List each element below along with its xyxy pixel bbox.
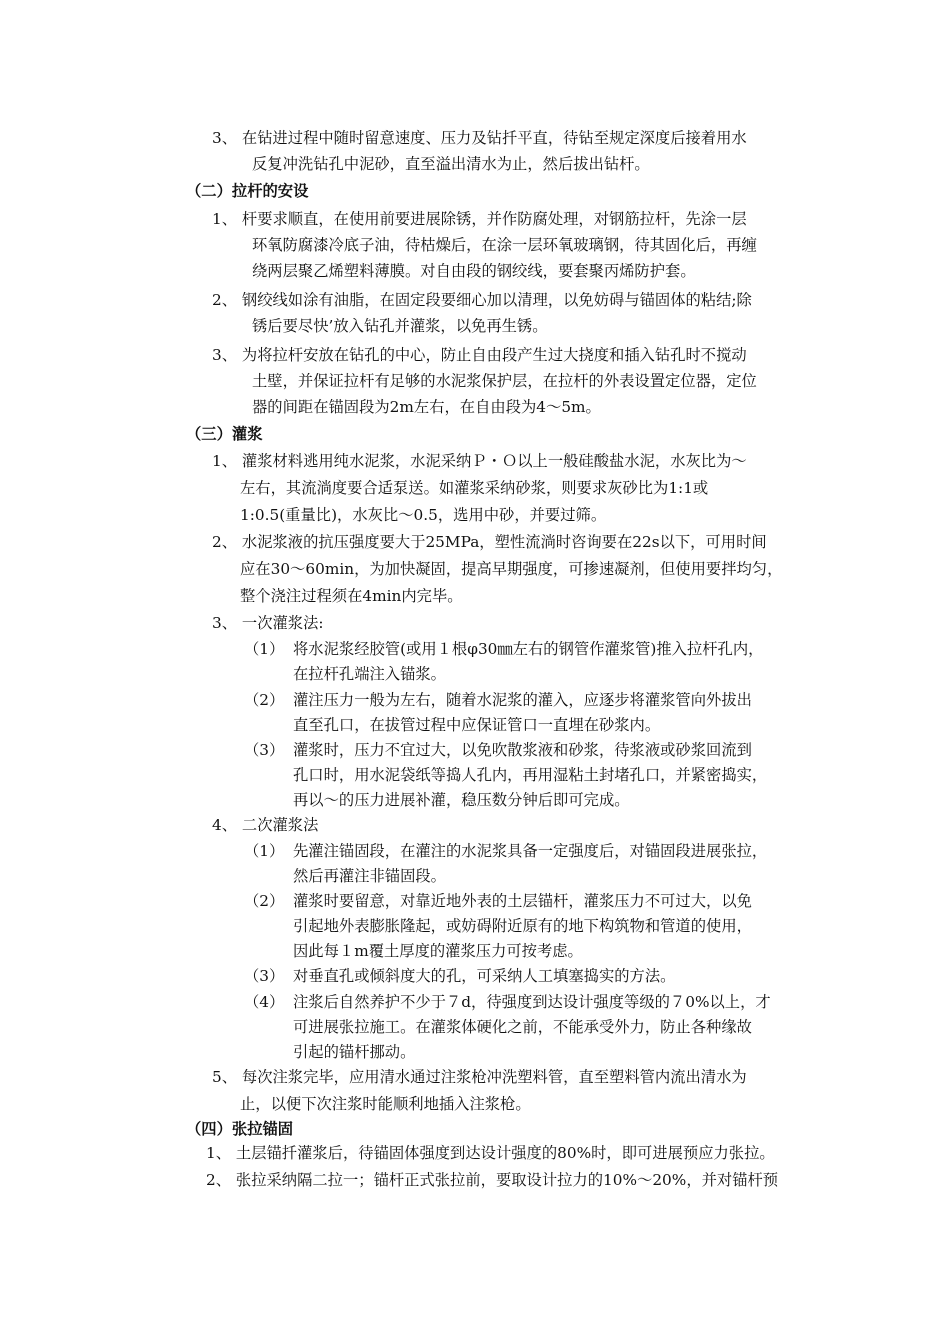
text-line: 土壁，并保证拉杆有足够的水泥浆保护层，在拉杆的外表设置定位器，定位 xyxy=(252,372,757,390)
text-line: 引起地外表膨胀隆起，或妨碍附近原有的地下构筑物和管道的使用， xyxy=(293,917,752,935)
text-line: 1:0.5(重量比)，水灰比～0.5，选用中砂，并要过筛。 xyxy=(240,506,607,524)
text-line: 引起的锚杆挪动。 xyxy=(293,1043,416,1061)
text-line: 绕两层聚乙烯塑料薄膜。对自由段的钢绞线，要套聚丙烯防护套。 xyxy=(252,262,696,280)
text-line: 可进展张拉施工。在灌浆体硬化之前，不能承受外力，防止各种缘故 xyxy=(293,1018,752,1036)
text-line: 先灌注锚固段，在灌注的水泥浆具备一定强度后，对锚固段进展张拉， xyxy=(293,842,768,860)
section-heading: （三）灌浆 xyxy=(186,425,263,443)
text-line: 1、 土层锚扦灌浆后，待锚固体强度到达设计强度的80%时，即可进展预应力张拉。 xyxy=(206,1144,775,1162)
text-line: 止，以便下次注浆时能顺利地插入注浆枪。 xyxy=(240,1095,531,1113)
text-line: 2、 水泥浆液的抗压强度要大于25MPa，塑性流淌时咨询要在22s以下，可用时间 xyxy=(212,533,767,551)
section-heading: （二）拉杆的安设 xyxy=(186,182,309,200)
text-line: 2、 钢绞线如涂有油脂，在固定段要细心加以清理，以免妨碍与锚固体的粘结;除 xyxy=(212,291,752,309)
text-line: 4、 二次灌浆法 xyxy=(212,816,319,834)
text-line: 应在30～60min，为加快凝固，提高早期强度，可掺速凝剂，但使用要拌均匀， xyxy=(240,560,783,578)
text-line: 整个浇注过程须在4min内完毕。 xyxy=(240,587,463,605)
item-number: （2） xyxy=(244,691,285,709)
item-number: （1） xyxy=(244,640,285,658)
text-line: 在拉杆孔端注入锚浆。 xyxy=(293,665,446,683)
text-line: 灌注压力一般为左右，随着水泥浆的灌入，应逐步将灌浆管向外拔出 xyxy=(293,691,752,709)
text-line: 灌浆时要留意，对靠近地外表的土层锚杆，灌浆压力不可过大，以免 xyxy=(293,892,752,910)
section-heading: （四）张拉锚固 xyxy=(186,1120,294,1138)
item-number: （1） xyxy=(244,842,285,860)
text-line: 因此每１m覆土厚度的灌浆压力可按考虑。 xyxy=(293,942,583,960)
text-line: 器的间距在锚固段为2m左右，在自由段为4～5m。 xyxy=(252,398,601,416)
item-number: （3） xyxy=(244,967,285,985)
text-line: 然后再灌注非锚固段。 xyxy=(293,867,446,885)
text-line: 3、 为将拉杆安放在钻孔的中心，防止自由段产生过大挠度和插入钻孔时不搅动 xyxy=(212,346,747,364)
text-line: 直至孔口，在拔管过程中应保证管口一直埋在砂浆内。 xyxy=(293,716,661,734)
text-line: 注浆后自然养护不少于７d，待强度到达设计强度等级的７0%以上，才 xyxy=(293,993,771,1011)
text-line: 将水泥浆经胶管(或用１根φ30㎜左右的钢管作灌浆管)推入拉杆孔内， xyxy=(293,640,764,658)
text-line: 再以～的压力进展补灌，稳压数分钟后即可完成。 xyxy=(293,791,630,809)
text-line: 环氧防腐漆冷底子油，待枯燥后，在涂一层环氧玻璃钢，待其固化后，再缠 xyxy=(252,236,757,254)
item-number: （2） xyxy=(244,892,285,910)
text-line: 左右，其流淌度要合适泵送。如灌浆采纳砂浆，则要求灰砂比为1:1或 xyxy=(240,479,709,497)
item-number: （3） xyxy=(244,741,285,759)
item-number: （4） xyxy=(244,993,285,1011)
text-line: 对垂直孔或倾斜度大的孔，可采纳人工填塞捣实的方法。 xyxy=(293,967,676,985)
text-line: 锈后要尽快’放入钻孔并灌浆，以免再生锈。 xyxy=(252,317,548,335)
text-line: 3、 在钻进过程中随时留意速度、压力及钻扦平直，待钻至规定深度后接着用水 xyxy=(212,129,747,147)
text-line: 5、 每次注浆完毕，应用清水通过注浆枪冲洗塑料管，直至塑料管内流出清水为 xyxy=(212,1068,747,1086)
text-line: 1、 灌浆材料逃用纯水泥浆，水泥采纳Ｐ・Ｏ以上一般硅酸盐水泥，水灰比为～ xyxy=(212,452,747,470)
text-line: 1、 杆要求顺直，在使用前要进展除锈，并作防腐处理，对钢筋拉杆，先涂一层 xyxy=(212,210,747,228)
text-line: 反复冲洗钻孔中泥砂，直至溢出清水为止，然后拔出钻杆。 xyxy=(252,155,650,173)
text-line: 孔口时，用水泥袋纸等捣人孔内，再用湿粘土封堵孔口，并紧密捣实， xyxy=(293,766,768,784)
text-line: 灌浆时，压力不宜过大，以免吹散浆液和砂浆，待浆液或砂浆回流到 xyxy=(293,741,752,759)
text-line: 3、 一次灌浆法: xyxy=(212,614,324,632)
text-line: 2、 张拉采纳隔二拉一；锚杆正式张拉前，要取设计拉力的10%～20%，并对锚杆预 xyxy=(206,1171,779,1189)
